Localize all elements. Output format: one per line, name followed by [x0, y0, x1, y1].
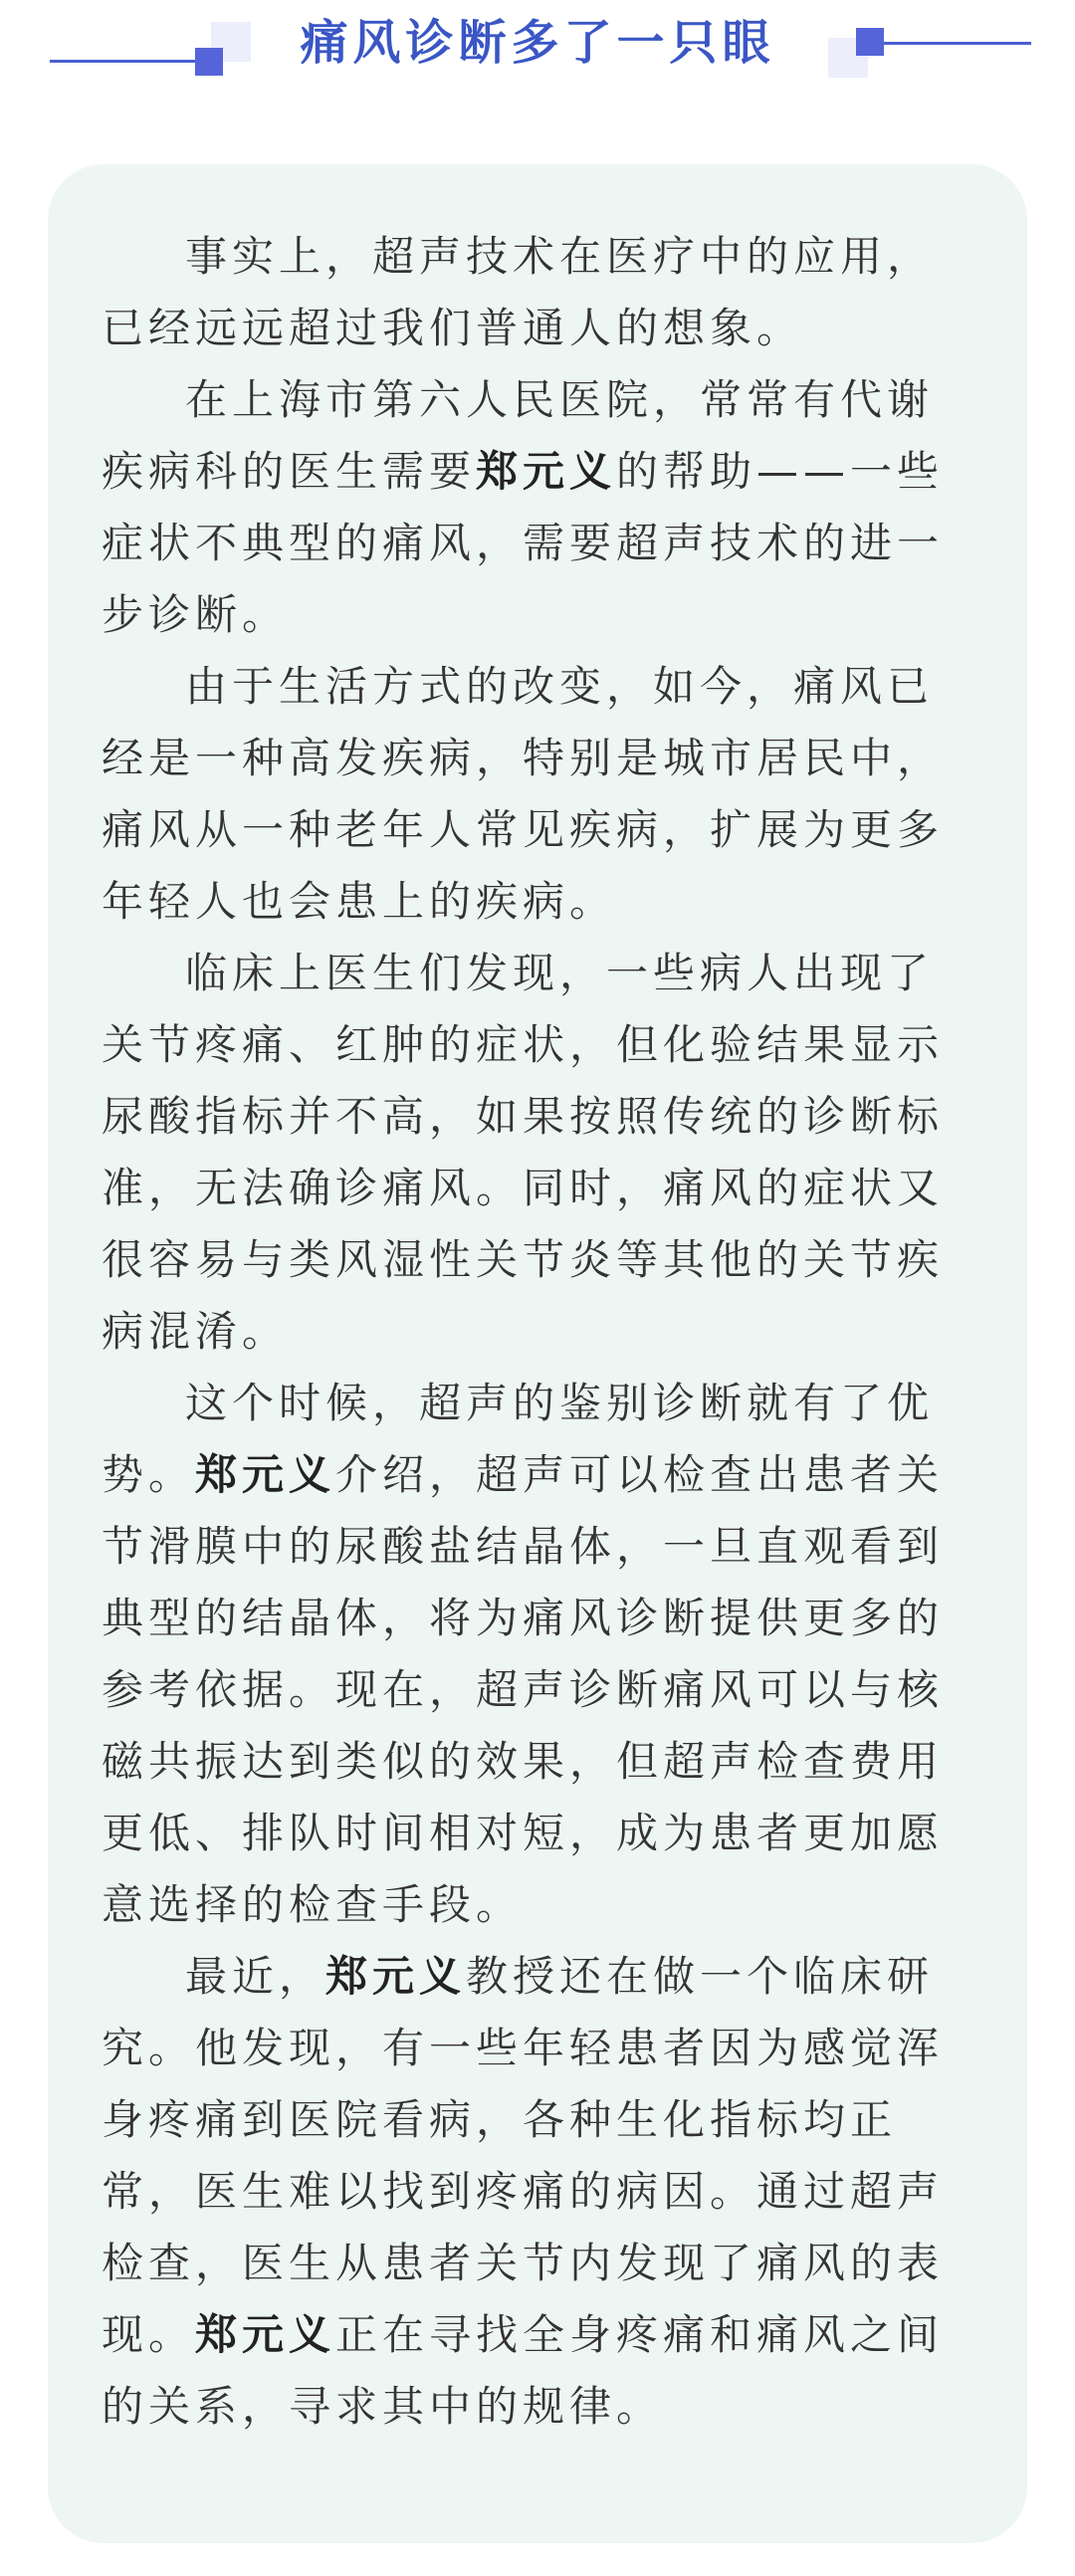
- text-line: 常，医生难以找到疼痛的病因。通过超声: [102, 2167, 945, 2216]
- section-header: [0, 0, 1075, 119]
- text-line: 究。他发现，有一些年轻患者因为感觉浑: [102, 2024, 945, 2072]
- text-line: 已经远远超过我们普通人的想象。: [102, 304, 804, 352]
- text-line: 参考依据。现在，超声诊断痛风可以与核: [102, 1665, 945, 1714]
- paragraph-3: [102, 651, 977, 938]
- person-name: 郑元义: [195, 1450, 336, 1499]
- article-body: [102, 221, 977, 2443]
- text-line: [102, 1439, 977, 1511]
- text-line: 准，无法确诊痛风。同时，痛风的症状又: [102, 1164, 945, 1212]
- text-line: 痛风从一种老年人常见疾病，扩展为更多: [102, 805, 945, 854]
- person-name: 郑元义: [195, 2310, 336, 2359]
- paragraph-4: [102, 938, 977, 1368]
- text-segment: 最近，: [185, 1952, 326, 2001]
- text-line: [102, 1941, 977, 2013]
- text-segment: 教授还在做一个临床研: [466, 1952, 935, 2001]
- text-segment: 正在寻找全身疼痛和痛风之间: [335, 2310, 945, 2359]
- text-line: [102, 436, 977, 508]
- text-line: 临床上医生们发现，一些病人出现了: [185, 949, 935, 997]
- text-segment: 势。: [102, 1450, 196, 1499]
- text-line: 在上海市第六人民医院，常常有代谢: [185, 375, 935, 424]
- text-line: 节滑膜中的尿酸盐结晶体，一旦直观看到: [102, 1522, 945, 1571]
- text-segment: 疾病科的医生需要: [102, 447, 477, 496]
- paragraph-5: [102, 1368, 977, 1941]
- paragraph-2: [102, 364, 977, 651]
- text-line: 病混淆。: [102, 1307, 290, 1356]
- text-line: 经是一种高发疾病，特别是城市居民中，: [102, 734, 945, 782]
- text-line: 症状不典型的痛风，需要超声技术的进一: [102, 519, 945, 567]
- paragraph-1: [102, 221, 977, 364]
- text-line: 很容易与类风湿性关节炎等其他的关节疾: [102, 1235, 945, 1284]
- text-segment: 介绍，超声可以检查出患者关: [335, 1450, 945, 1499]
- text-line: 这个时候，超声的鉴别诊断就有了优: [185, 1379, 935, 1427]
- text-line: 年轻人也会患上的疾病。: [102, 877, 617, 926]
- text-line: 尿酸指标并不高，如果按照传统的诊断标: [102, 1092, 945, 1141]
- text-line: 更低、排队时间相对短，成为患者更加愿: [102, 1809, 945, 1857]
- text-line: [102, 2299, 977, 2371]
- text-segment: 的帮助——一些: [616, 447, 945, 496]
- text-line: 检查，医生从患者关节内发现了痛风的表: [102, 2239, 945, 2287]
- text-line: 事实上，超声技术在医疗中的应用，: [185, 232, 935, 281]
- text-line: 关节疼痛、红肿的症状，但化验结果显示: [102, 1020, 945, 1069]
- person-name: 郑元义: [476, 447, 617, 496]
- text-line: 身疼痛到医院看病，各种生化指标均正: [102, 2095, 898, 2144]
- section-title: 痛风诊断多了一只眼: [300, 15, 775, 71]
- text-line: 典型的结晶体，将为痛风诊断提供更多的: [102, 1594, 945, 1642]
- text-line: 意选择的检查手段。: [102, 1880, 524, 1929]
- text-segment: 现。: [102, 2310, 196, 2359]
- text-line: 的关系，寻求其中的规律。: [102, 2382, 664, 2431]
- text-line: 由于生活方式的改变，如今，痛风已: [185, 662, 935, 711]
- paragraph-6: [102, 1941, 977, 2443]
- person-name: 郑元义: [325, 1952, 467, 2001]
- text-line: 步诊断。: [102, 590, 290, 639]
- text-line: 磁共振达到类似的效果，但超声检查费用: [102, 1737, 945, 1786]
